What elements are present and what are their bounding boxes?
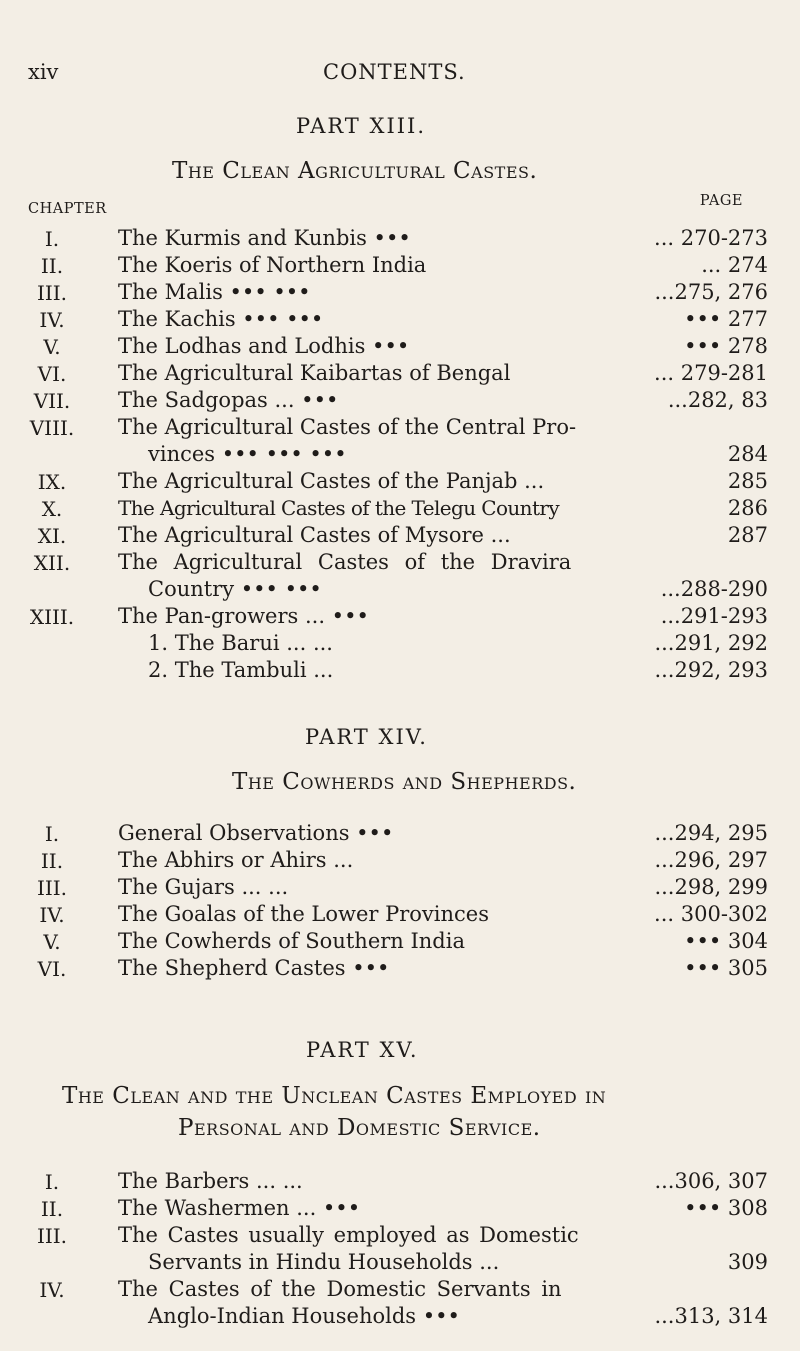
chapter-title: The Pan-growers ... •••: [118, 604, 369, 628]
chapter-number: XIII.: [29, 605, 75, 629]
chapter-number: I.: [44, 227, 60, 251]
part-xiv-subtitle: The Cowherds and Shepherds.: [232, 769, 577, 795]
chapter-title: The Castes usually employed as Domestic: [118, 1223, 579, 1247]
chapter-title-continued: Anglo-Indian Households •••: [148, 1304, 460, 1328]
chapter-number: II.: [40, 1197, 64, 1221]
chapter-number: III.: [36, 281, 68, 305]
chapter-title: The Agricultural Castes of the Telegu Country: [118, 496, 560, 520]
chapter-number: III.: [36, 876, 68, 900]
part-xv-subtitle-line1: The Clean and the Unclean Castes Employed in: [62, 1083, 607, 1109]
chapter-title: The Gujars ... ...: [118, 875, 289, 899]
chapter-number: II.: [40, 849, 64, 873]
chapter-number: VIII.: [29, 416, 75, 440]
page-ref: ••• 308: [684, 1196, 768, 1220]
page-ref: ••• 305: [684, 956, 768, 980]
part-xiii-heading: PART XIII.: [296, 114, 427, 138]
page-ref: ... 274: [701, 253, 768, 277]
page-ref: ...296, 297: [654, 848, 768, 872]
chapter-number: II.: [40, 254, 64, 278]
page-ref: 286: [727, 496, 768, 520]
chapter-number: X.: [41, 497, 63, 521]
chapter-label: CHAPTER: [28, 201, 107, 217]
page-ref: ...291-293: [660, 604, 768, 628]
page-title: CONTENTS.: [323, 60, 466, 84]
page-ref: 285: [727, 469, 768, 493]
part-xiv-heading: PART XIV.: [305, 725, 428, 749]
page-ref: ... 279-281: [654, 361, 768, 385]
chapter-title: The Goalas of the Lower Provinces: [118, 902, 490, 926]
page-ref: ...288-290: [660, 577, 768, 601]
page-ref: ... 270-273: [654, 226, 768, 250]
chapter-title: The Washermen ... •••: [118, 1196, 361, 1220]
chapter-number: VI.: [37, 957, 67, 981]
page-ref: ...282, 83: [667, 388, 768, 412]
page-ref: 309: [727, 1250, 768, 1274]
chapter-title: The Lodhas and Lodhis •••: [118, 334, 410, 358]
sub-entry-title: 1. The Barui ... ...: [148, 631, 333, 655]
chapter-title: The Agricultural Castes of the Dravira: [118, 550, 572, 574]
chapter-title: The Kurmis and Kunbis •••: [118, 226, 411, 250]
page-ref: ...292, 293: [654, 658, 768, 682]
chapter-number: VI.: [37, 362, 67, 386]
chapter-title: The Agricultural Kaibartas of Bengal: [118, 361, 511, 385]
page-ref: ...294, 295: [654, 821, 768, 845]
chapter-title: The Kachis ••• •••: [118, 307, 324, 331]
page-ref: ••• 304: [684, 929, 768, 953]
chapter-title: General Observations •••: [118, 821, 394, 845]
chapter-title: The Castes of the Domestic Servants in: [118, 1277, 562, 1301]
chapter-title: The Agricultural Castes of Mysore ...: [118, 523, 511, 547]
chapter-title: The Cowherds of Southern India: [118, 929, 465, 953]
chapter-number: I.: [44, 1170, 60, 1194]
chapter-title: The Agricultural Castes of the Central Pro-: [118, 415, 577, 439]
chapter-number: V.: [43, 335, 61, 359]
page-ref: ••• 278: [684, 334, 768, 358]
chapter-title: The Abhirs or Ahirs ...: [118, 848, 354, 872]
page-ref: ... 300-302: [654, 902, 768, 926]
page-number: xiv: [28, 60, 59, 84]
chapter-title: The Malis ••• •••: [118, 280, 311, 304]
page-ref: 284: [727, 442, 768, 466]
page-ref: ...313, 314: [654, 1304, 768, 1328]
chapter-title-continued: Servants in Hindu Households ...: [148, 1250, 500, 1274]
page-ref: ...291, 292: [654, 631, 768, 655]
page-ref: ...306, 307: [654, 1169, 768, 1193]
chapter-number: IV.: [39, 903, 65, 927]
page-ref: ••• 277: [684, 307, 768, 331]
chapter-number: IV.: [39, 308, 65, 332]
chapter-number: V.: [43, 930, 61, 954]
chapter-title-continued: Country ••• •••: [148, 577, 322, 601]
page-ref: 287: [727, 523, 768, 547]
sub-entry-title: 2. The Tambuli ...: [148, 658, 334, 682]
part-xiii-subtitle: The Clean Agricultural Castes.: [172, 158, 538, 184]
chapter-title-continued: vinces ••• ••• •••: [148, 442, 347, 466]
chapter-number: IX.: [37, 470, 67, 494]
chapter-number: XI.: [37, 524, 67, 548]
chapter-title: The Barbers ... ...: [118, 1169, 303, 1193]
chapter-title: The Koeris of Northern India: [118, 253, 427, 277]
chapter-title: The Sadgopas ... •••: [118, 388, 339, 412]
chapter-title: The Agricultural Castes of the Panjab ...: [118, 469, 545, 493]
chapter-number: VII.: [33, 389, 71, 413]
chapter-number: XII.: [33, 551, 71, 575]
page-ref: ...275, 276: [654, 280, 768, 304]
chapter-number: I.: [44, 822, 60, 846]
page-label: PAGE: [699, 193, 743, 209]
chapter-title: The Shepherd Castes •••: [118, 956, 390, 980]
page-ref: ...298, 299: [654, 875, 768, 899]
chapter-number: III.: [36, 1224, 68, 1248]
part-xv-subtitle-line2: Personal and Domestic Service.: [178, 1115, 541, 1141]
part-xv-heading: PART XV.: [306, 1038, 419, 1062]
chapter-number: IV.: [39, 1278, 65, 1302]
